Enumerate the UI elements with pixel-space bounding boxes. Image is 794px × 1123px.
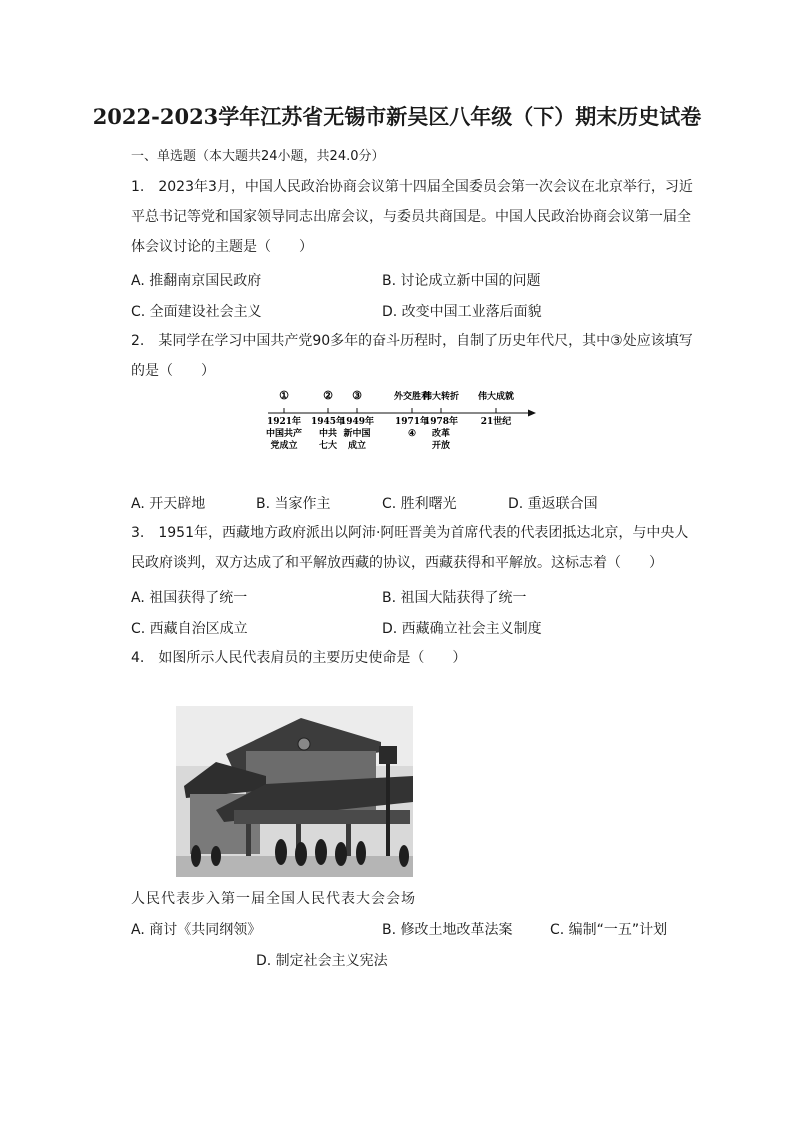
timeline-bottom-label: 新中国 xyxy=(343,429,371,439)
q3-option-d[interactable]: D. 西藏确立社会主义制度 xyxy=(382,621,542,637)
timeline-top-label: 伟大转折 xyxy=(422,392,460,402)
timeline-year: 1978年 xyxy=(423,417,459,427)
timeline-top-label: 外交胜利 xyxy=(393,392,431,402)
congress-hall-photo xyxy=(176,706,413,877)
q4-option-c[interactable]: C. 编制“一五”计划 xyxy=(550,922,668,938)
q1-option-a[interactable]: A. 推翻南京国民政府 xyxy=(131,273,262,289)
q3-option-c[interactable]: C. 西藏自治区成立 xyxy=(131,621,248,637)
q2-option-a[interactable]: A. 开天辟地 xyxy=(131,496,206,512)
q2-option-b[interactable]: B. 当家作主 xyxy=(256,496,331,512)
q3-option-a[interactable]: A. 祖国获得了统一 xyxy=(131,590,248,606)
q4-option-a[interactable]: A. 商讨《共同纲领》 xyxy=(131,922,262,938)
timeline-year: 1921年 xyxy=(266,417,302,427)
q4-option-d[interactable]: D. 制定社会主义宪法 xyxy=(256,953,388,969)
question-2-stem: 2. 某同学在学习中国共产党90多年的奋斗历程时，自制了历史年代尺，其中③处应该填写的是（ ） xyxy=(131,333,693,379)
q3-option-b[interactable]: B. 祖国大陆获得了统一 xyxy=(382,590,527,606)
q4-option-b[interactable]: B. 修改土地改革法案 xyxy=(382,922,513,938)
q2-option-c[interactable]: C. 胜利曙光 xyxy=(382,496,457,512)
timeline-top-label: ③ xyxy=(352,389,362,402)
timeline-bottom-label: ④ xyxy=(407,429,417,439)
q2-option-d[interactable]: D. 重返联合国 xyxy=(508,496,598,512)
timeline-top-label: ② xyxy=(323,389,333,402)
timeline-bottom-label: 中国共产 xyxy=(265,429,303,439)
timeline-top-label: ① xyxy=(279,389,289,402)
timeline-arrow xyxy=(528,410,536,417)
section-heading: 一、单选题（本大题共24小题，共24.0分） xyxy=(131,149,385,164)
question-3-stem: 3. 1951年，西藏地方政府派出以阿沛·阿旺晋美为首席代表的代表团抵达北京，与中央人民政府谈判，双方达成了和平解放西藏的协议，西藏获得和平解放。这标志着（ ） xyxy=(131,525,689,571)
exam-title: 2022-2023学年江苏省无锡市新吴区八年级（下）期末历史试卷 xyxy=(92,104,702,129)
q1-option-b[interactable]: B. 讨论成立新中国的问题 xyxy=(382,273,541,289)
timeline-bottom-label: 改革 xyxy=(431,429,451,439)
question-4-stem: 4. 如图所示人民代表肩员的主要历史使命是（ ） xyxy=(131,650,467,666)
q1-option-d[interactable]: D. 改变中国工业落后面貌 xyxy=(382,304,542,320)
photo-caption: 人民代表步入第一届全国人民代表大会会场 xyxy=(131,891,416,907)
timeline-bottom-label: 开放 xyxy=(431,441,451,451)
timeline-top-label: 伟大成就 xyxy=(477,392,515,402)
timeline-year: 1945年 xyxy=(310,417,346,427)
timeline-year: 1949年 xyxy=(339,417,375,427)
timeline-bottom-label: 中共 xyxy=(318,429,338,439)
timeline-year: 1971年 xyxy=(394,417,430,427)
timeline-bottom-label: 七大 xyxy=(318,441,338,451)
question-1-stem: 1. 2023年3月，中国人民政治协商会议第十四届全国委员会第一次会议在北京举行，习近平总书记等党和国家领导同志出席会议，与委员共商国是。中国人民政治协商会议第一届全体会议讨论的主题是（ ） xyxy=(131,179,693,255)
q1-option-c[interactable]: C. 全面建设社会主义 xyxy=(131,304,262,320)
timeline-year: 21世纪 xyxy=(480,417,512,427)
timeline-bottom-label: 成立 xyxy=(347,441,367,451)
history-timeline xyxy=(256,388,536,456)
timeline-bottom-label: 党成立 xyxy=(270,441,298,451)
